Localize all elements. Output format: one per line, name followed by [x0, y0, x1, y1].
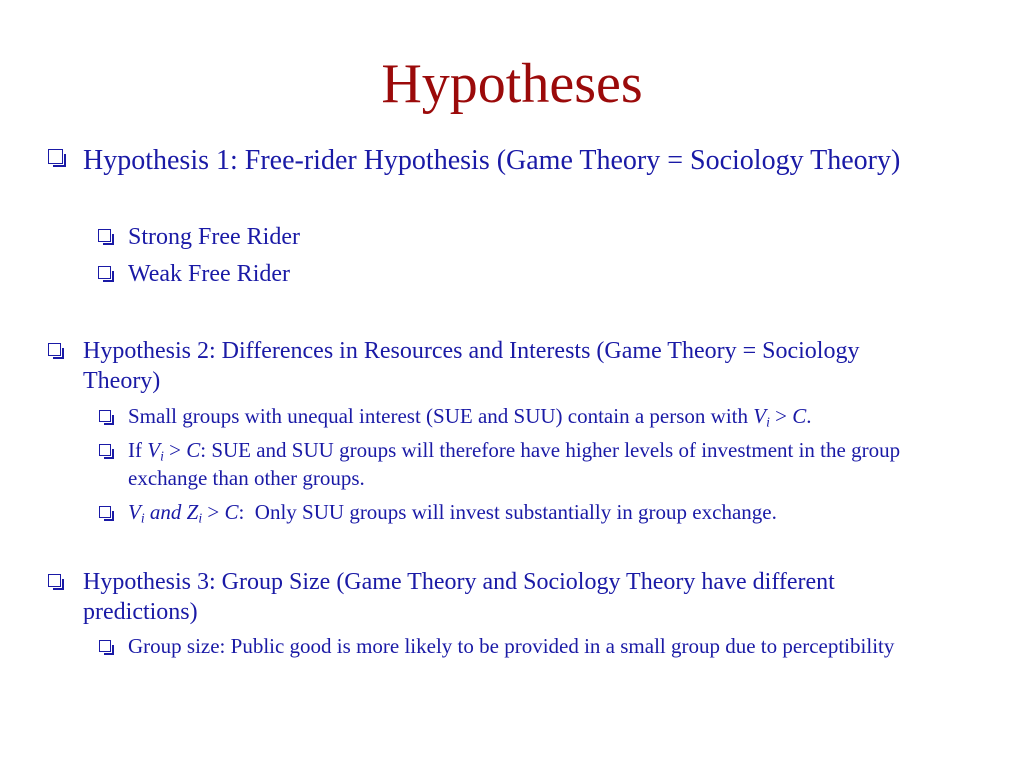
subscript-i: i — [140, 510, 145, 526]
variable-v: V — [753, 404, 767, 428]
checkbox-bullet-icon — [99, 410, 111, 422]
variable-c: C — [186, 438, 201, 462]
sub-item-text — [128, 498, 998, 526]
checkbox-bullet-icon — [48, 343, 61, 356]
checkbox-bullet-icon — [99, 506, 111, 518]
checkbox-bullet-icon — [98, 266, 111, 279]
sub-item-text: Strong Free Rider — [128, 224, 300, 250]
hypothesis-3-text: Hypothesis 3: Group Size (Game Theory and Sociology Theory have different predictions) — [83, 569, 835, 625]
sub-item-text — [128, 402, 998, 430]
variable-z: Z — [186, 500, 199, 524]
sub-item-text — [128, 436, 978, 492]
hypothesis-2-text: Hypothesis 2: Differences in Resources and Interests (Game Theory = Sociology Theory) — [83, 338, 860, 394]
sub-item-text: Group size: Public good is more likely to be provided in a small group due to perceptibility — [128, 634, 895, 658]
variable-c: C — [792, 404, 807, 428]
checkbox-bullet-icon — [99, 640, 111, 652]
sub-item-sentence: : Only SUU groups will invest substantially in group exchange. — [238, 500, 777, 524]
subscript-i: i — [198, 510, 203, 526]
subscript-i: i — [766, 414, 770, 430]
subscript-i: i — [160, 448, 164, 464]
relation-gt: > — [769, 404, 793, 428]
prefix-if: If — [128, 438, 148, 462]
checkbox-bullet-icon — [99, 444, 111, 456]
variable-v: V — [128, 500, 141, 524]
hypothesis-1-text: Hypothesis 1: Free-rider Hypothesis (Game Theory = Sociology Theory) — [83, 145, 901, 176]
sub-item-sentence: : SUE and SUU groups will therefore have higher levels of investment in the group exchange than other groups. — [128, 438, 901, 490]
checkbox-bullet-icon — [98, 229, 111, 242]
sub-item-sentence: Small groups with unequal interest (SUE and SUU) contain a person with — [128, 404, 754, 428]
period: . — [806, 404, 812, 428]
checkbox-bullet-icon — [48, 574, 61, 587]
and-word: and — [144, 500, 187, 524]
checkbox-bullet-icon — [48, 149, 63, 164]
variable-c: C — [224, 500, 239, 524]
slide-title: Hypotheses — [381, 53, 643, 115]
relation-gt: > — [202, 500, 225, 524]
variable-v: V — [147, 438, 161, 462]
sub-item-text: Weak Free Rider — [128, 261, 290, 287]
relation-gt: > — [163, 438, 187, 462]
